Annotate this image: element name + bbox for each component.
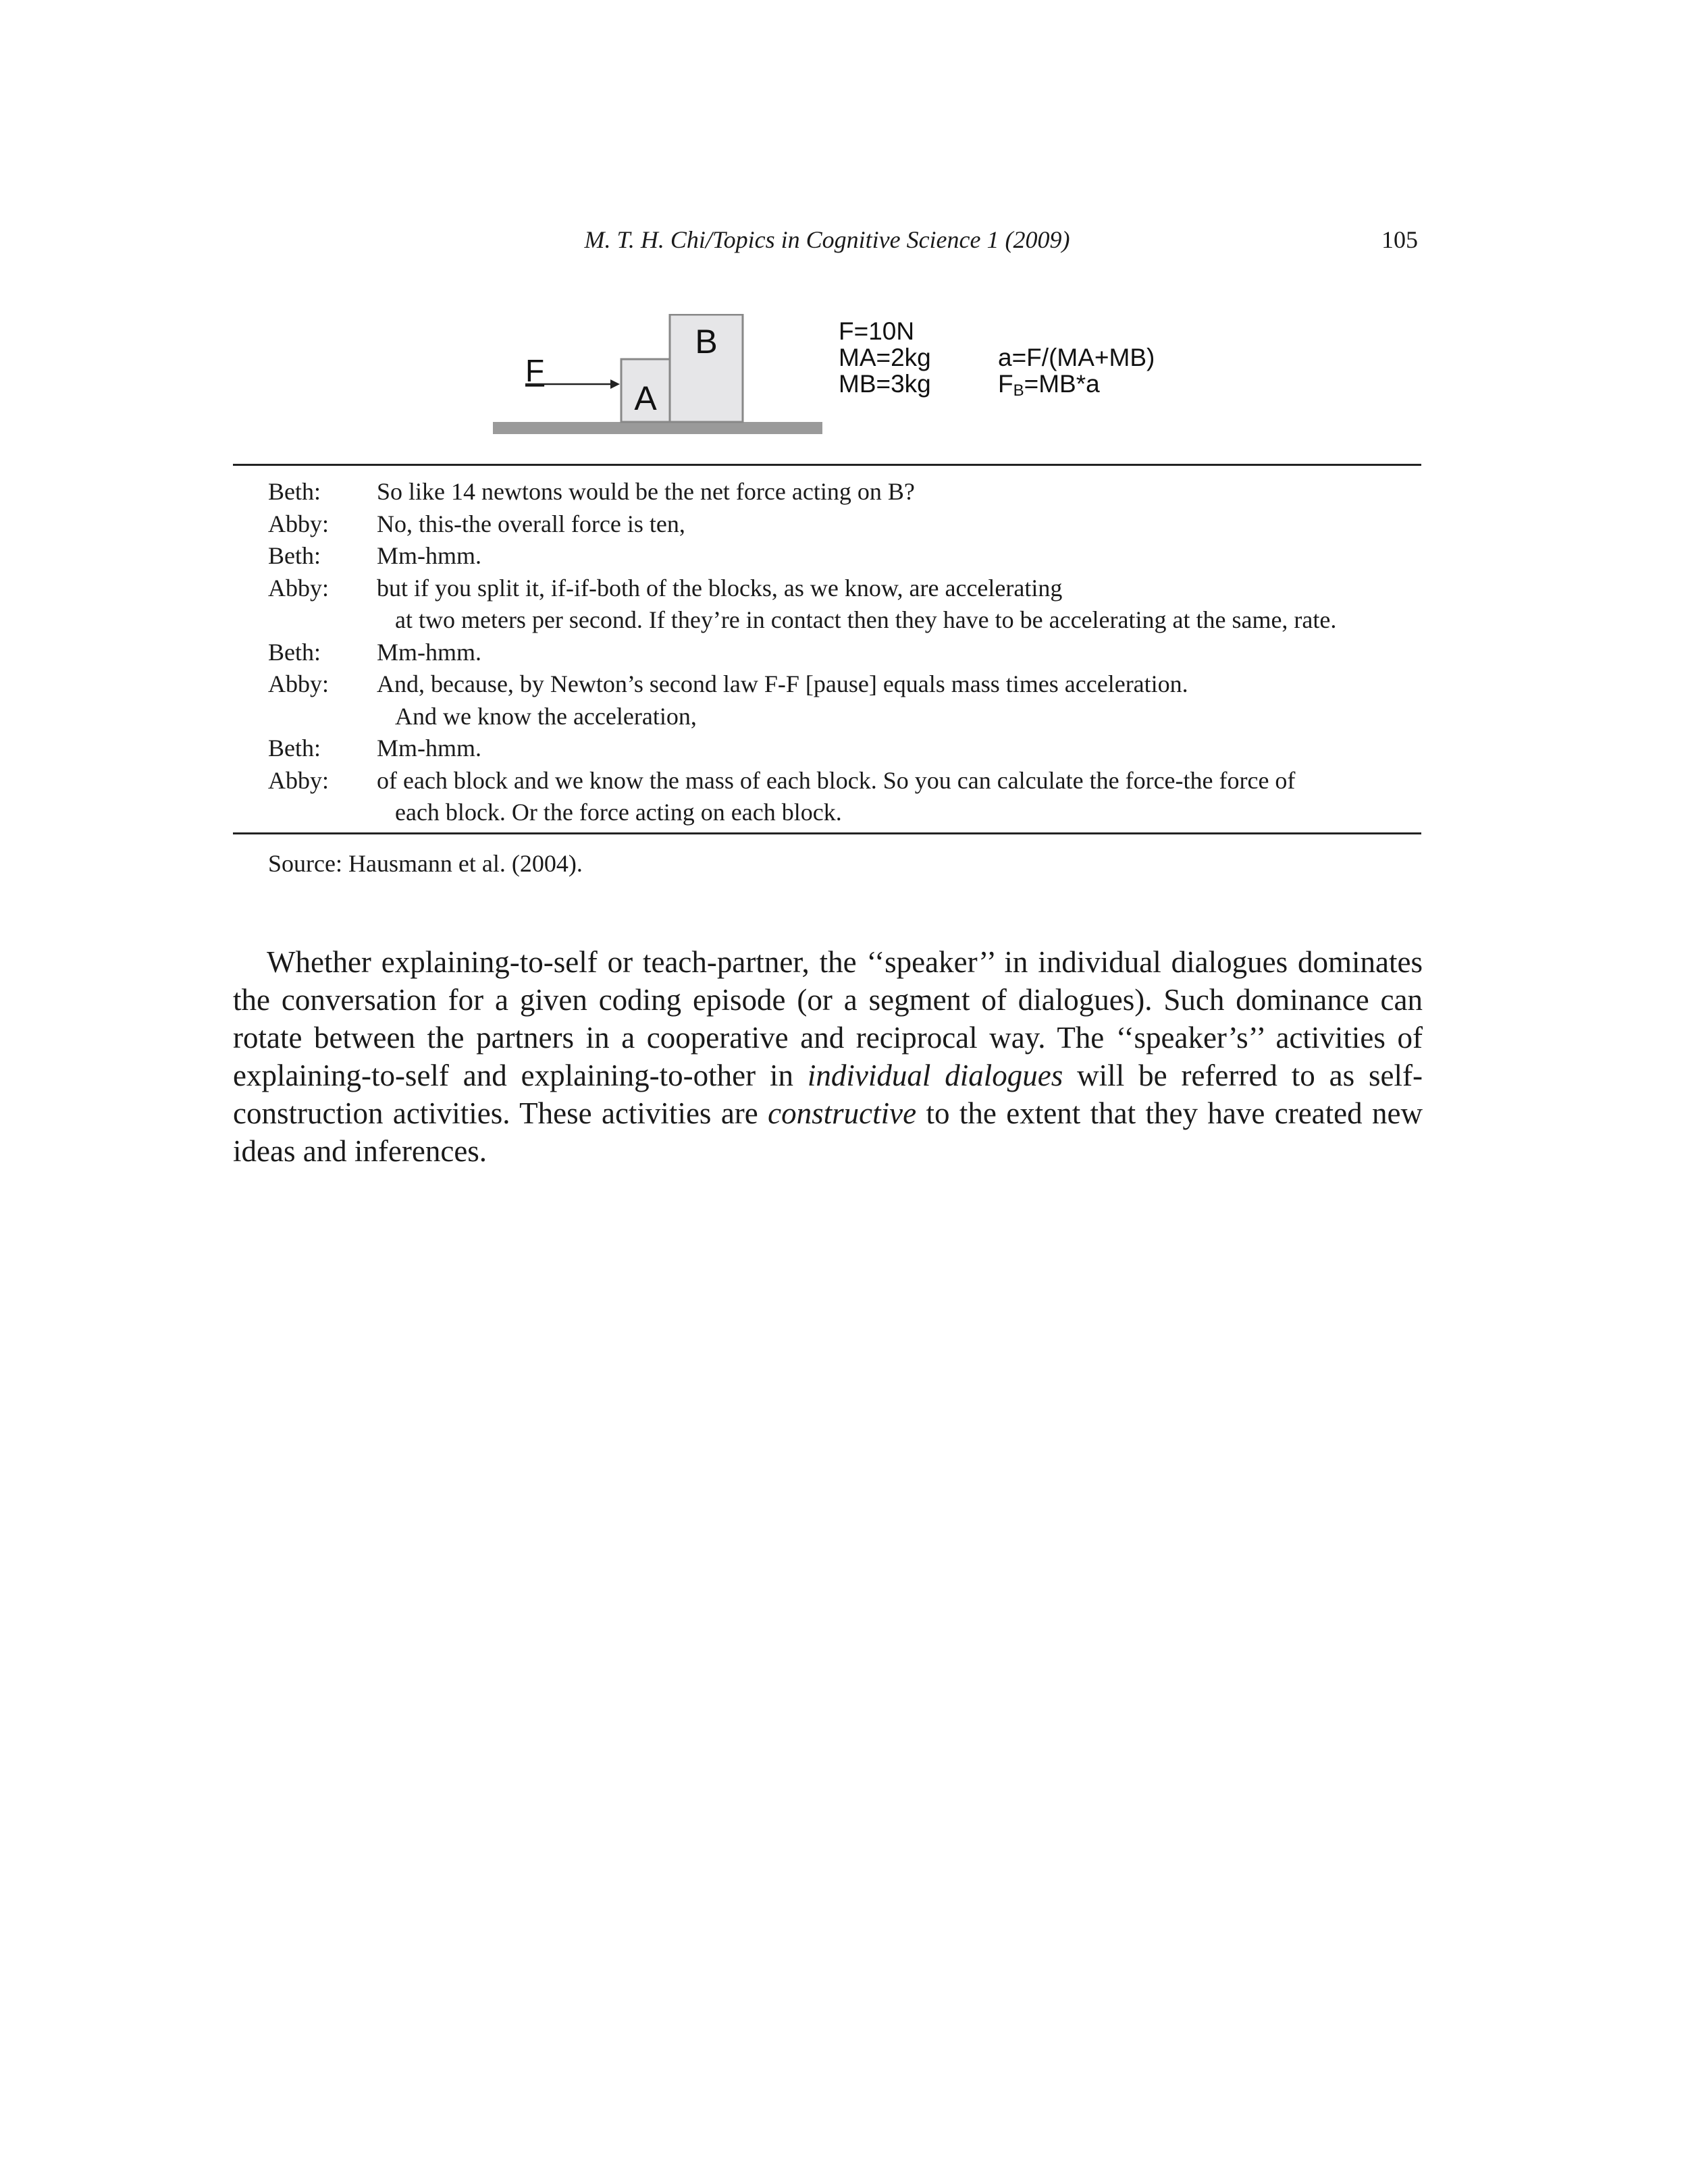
utterance-line: Mm-hmm. [377,542,482,569]
utterance-line: Mm-hmm. [377,638,482,666]
dialogue-turn [233,476,1421,508]
speaker-label: Beth: [268,478,321,505]
emphasis-constructive: constructive [768,1096,917,1130]
speaker-label: Beth: [268,638,321,666]
utterance-line: Mm-hmm. [377,735,482,762]
force-label: F [525,353,545,388]
dialogue-turn [233,540,1421,572]
speaker-label: Abby: [268,510,329,537]
table-source-note: Source: Hausmann et al. (2004). [268,850,583,877]
dialogue-transcript [233,476,1421,829]
page-number: 105 [1381,226,1418,253]
dialogue-turn [233,508,1421,541]
utterance-line: So like 14 newtons would be the net force acting on B? [377,478,915,505]
utterance-continuation: And we know the acceleration, [395,702,697,730]
utterance-line: but if you split it, if-if-both of the blocks, as we know, are accelerating [377,574,1063,602]
speaker-label: Abby: [268,574,329,602]
force-diagram [473,314,1215,449]
given-mass-a: MA=2kg [839,344,931,371]
paragraph-text: Whether explaining-to-self or teach-partner, the ‘‘speaker’’ in individual dialogues dominates the conversation for a given coding episode (or a segment of dialogues). Such dominance can rotate between the partners in a cooperative and reciprocal way. The ‘‘speaker’s’’ activities of explaining-to-self and explaining-to-other in individual dialogues will be referred to as self-construction activities. These activities are constructive to the extent that they have created new ideas and inferences. [233,945,1423,1168]
equation-acceleration: a=F/(MA+MB) [998,344,1155,371]
given-mass-b: MB=3kg [839,370,931,398]
dialogue-turn [233,765,1421,829]
dialogue-turn [233,733,1421,765]
speaker-label: Beth: [268,542,321,569]
speaker-label: Abby: [268,766,329,794]
block-b-label: B [695,323,718,361]
table-bottom-rule [233,832,1421,834]
force-arrow-head [610,379,620,389]
running-head [236,223,1418,257]
running-title: M. T. H. Chi/Topics in Cognitive Science 1 (2009) [584,226,1070,253]
dialogue-turn [233,572,1421,637]
given-force: F=10N [839,317,915,345]
utterance-line: And, because, by Newton’s second law F-F [pause] equals mass times acceleration. [377,670,1188,697]
dialogue-turn [233,668,1421,733]
utterance-line: of each block and we know the mass of each block. So you can calculate the force-the force of [377,766,1296,794]
table-top-rule [233,464,1421,466]
utterance-continuation: at two meters per second. If they’re in contact then they have to be accelerating at the same, rate. [395,606,1337,633]
equation-force-b: FB=MB*a [998,370,1100,400]
speaker-label: Beth: [268,735,321,762]
emphasis-individual-dialogues: individual dialogues [807,1059,1063,1092]
block-a-label: A [634,379,657,417]
dialogue-turn [233,637,1421,669]
utterance-continuation: each block. Or the force acting on each block. [395,799,842,826]
body-paragraph [233,943,1423,1170]
speaker-label: Abby: [268,670,329,697]
floor-surface [493,422,822,434]
utterance-line: No, this-the overall force is ten, [377,510,685,537]
